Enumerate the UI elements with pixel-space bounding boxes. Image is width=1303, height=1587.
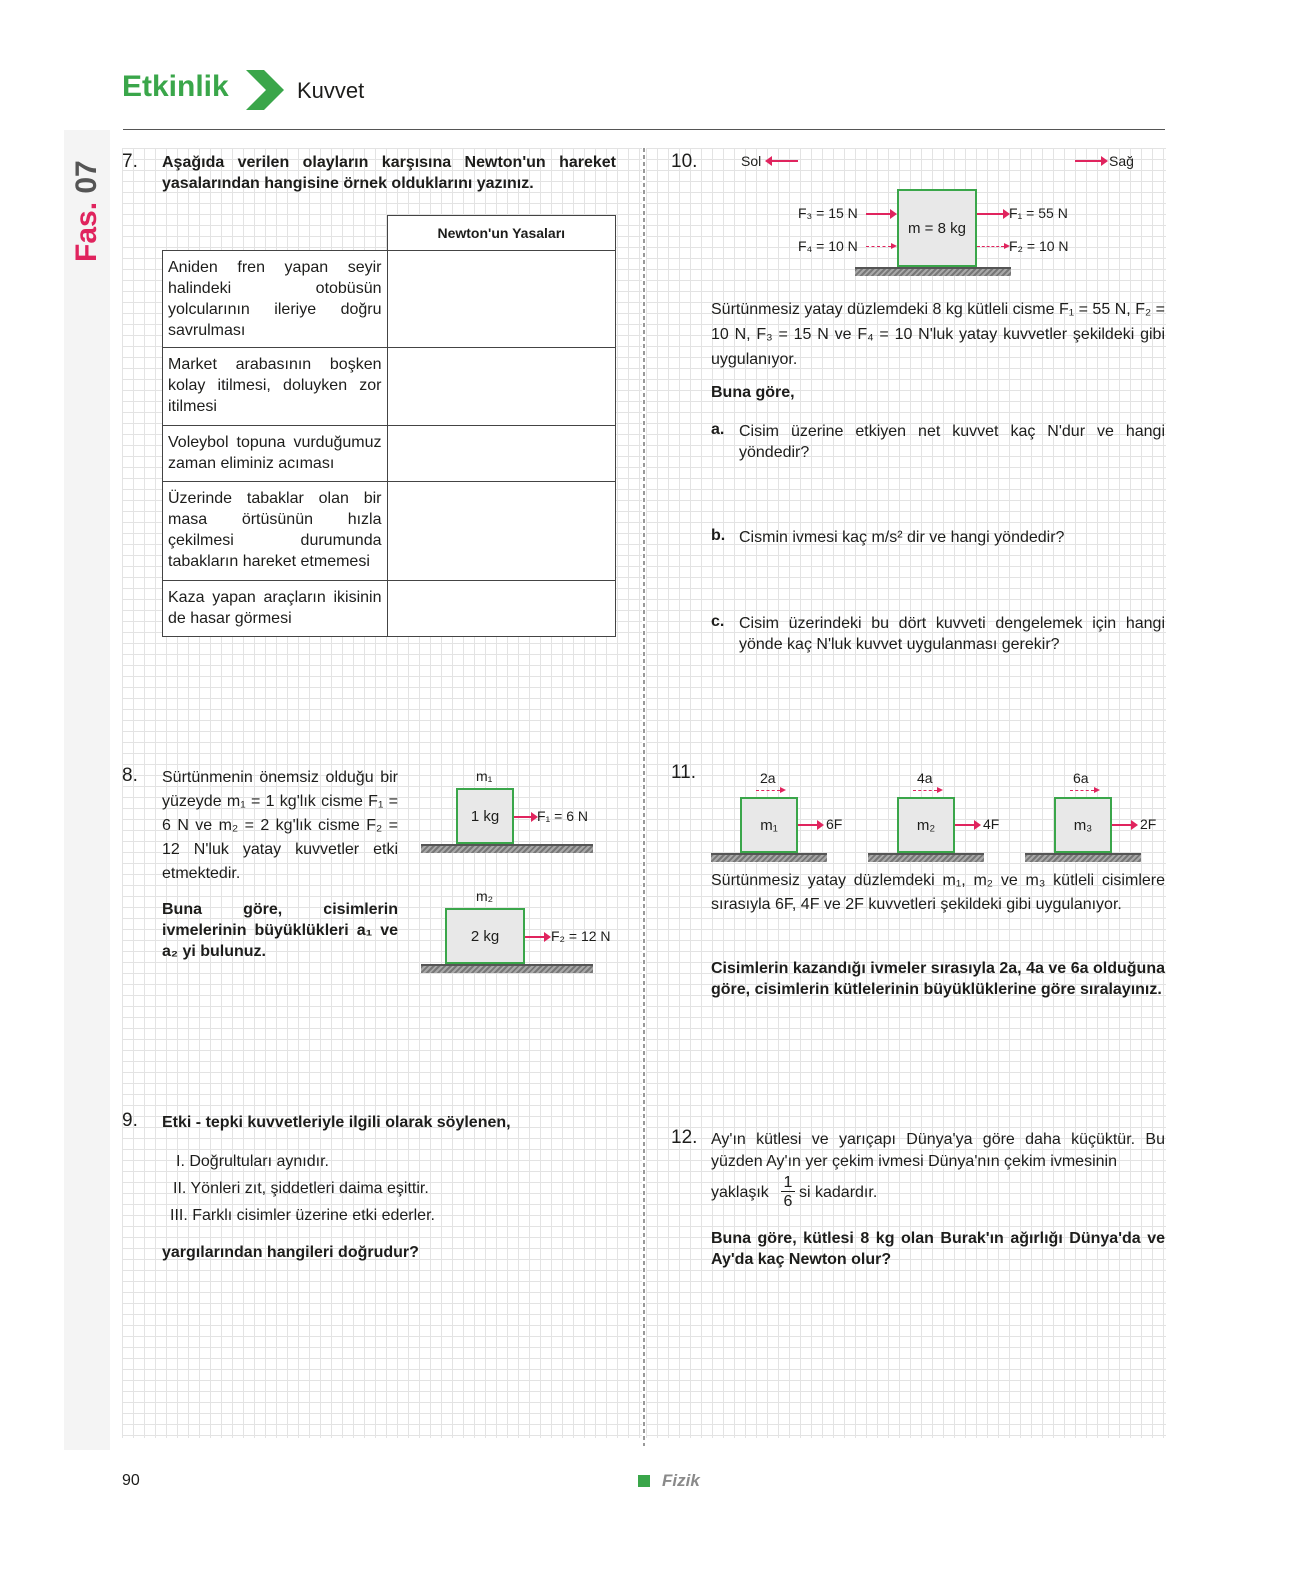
page-number: 90 — [122, 1472, 140, 1489]
q10-f3-arrow — [866, 213, 891, 215]
q12-text2-post: si kadardır. — [799, 1184, 878, 1201]
q7-table — [162, 215, 616, 637]
q8-ground-1 — [421, 844, 593, 853]
q11-ground-1 — [711, 853, 827, 862]
header-divider — [123, 129, 1165, 130]
q11-force-arrow-2 — [955, 824, 975, 826]
q11-force-arrow-1 — [798, 824, 818, 826]
q11-question: Cisimlerin kazandığı ivmeler sırasıyla 2a, 4a ve 6a olduğuna göre, cisimlerin kütlelerinin büyüklüklerine göre sıralayınız. — [711, 960, 1165, 998]
q7-event-1: Aniden fren yapan seyir halindeki otobüsün yolcularının ileriye doğru savrulması — [163, 251, 388, 348]
q12-text2-pre: yaklaşık — [711, 1184, 769, 1201]
q11-block-3: m₃ — [1054, 797, 1112, 853]
q11-acc-2: 4a — [917, 770, 933, 786]
q10-ground — [855, 267, 1011, 276]
q12-fraction-line — [711, 1174, 1111, 1214]
q10-left-arrow — [771, 160, 798, 162]
q7-event-3: Voleybol topuna vurduğumuz zaman eliminiz acıması — [163, 426, 388, 482]
q11-block-2: m₂ — [897, 797, 955, 853]
q10-text: Sürtünmesiz yatay düzlemdeki 8 kg kütleli cisme F₁ = 55 N, F₂ = 10 N, F₃ = 15 N ve F₄ = 10 N'luk yatay kuvvetler şekildeki gibi uygulanıyor. — [711, 301, 1165, 368]
subject-square-icon — [638, 1475, 650, 1487]
q10-f4-label: F₄ = 10 N — [798, 238, 858, 254]
q8-f2-arrow — [525, 936, 545, 938]
q10-a-label: a. — [711, 421, 725, 438]
q11-acc-arrow-3 — [1070, 790, 1094, 791]
q7-event-5: Kaza yapan araçların ikisinin de hasar görmesi — [163, 581, 388, 637]
q10-f4-arrow — [866, 246, 891, 247]
q9-item-2: II. Yönleri zıt, şiddetleri daima eşittir. — [173, 1180, 429, 1197]
q11-text: Sürtünmesiz yatay düzlemdeki m₁, m₂ ve m₃ kütleli cisimlere sırasıyla 6F, 4F ve 2F kuvvetleri şekildeki gibi uygulanıyor. — [711, 872, 1165, 913]
q7-prompt: Aşağıda verilen olayların karşısına Newton'un hareket yasalarından hangisine örnek olduklarını yazınız. — [162, 154, 616, 192]
q8-ground-2 — [421, 964, 593, 973]
q11-acc-arrow-2 — [913, 790, 937, 791]
q7-column-header: Newton'un Yasaları — [387, 216, 616, 251]
q11-acc-arrow-1 — [756, 790, 780, 791]
q7-table-corner — [163, 216, 388, 251]
q9-item-3: III. Farklı cisimler üzerine etki ederler. — [170, 1207, 435, 1224]
q7-answer-cell-3[interactable] — [387, 426, 616, 482]
q8-text: Sürtünmenin önemsiz olduğu bir yüzeyde m₁ = 1 kg'lık cisme F₁ = 6 N ve m₂ = 2 kg'lık cisme F₂ = 12 N'luk yatay kuvvetler etki etmektedir. — [162, 769, 398, 882]
q10-left-direction: Sol — [741, 153, 762, 169]
side-strip — [64, 130, 110, 1450]
q10-c-label: c. — [711, 613, 725, 630]
q9-prompt: Etki - tepki kuvvetleriyle ilgili olarak söylenen, — [162, 1114, 511, 1131]
q10-block: m = 8 kg — [897, 189, 977, 267]
q10-f2-label: F₂ = 10 N — [1009, 238, 1069, 254]
q11-force-1: 6F — [826, 816, 843, 832]
q7-answer-cell-1[interactable] — [387, 251, 616, 348]
q9-item-1: I. Doğrultuları aynıdır. — [176, 1153, 329, 1170]
q10-b: Cismin ivmesi kaç m/s² dir ve hangi yöndedir? — [739, 529, 1065, 546]
q10-number: 10. — [671, 151, 698, 172]
fasikul-label — [64, 150, 110, 260]
q8-f2-label: F₂ = 12 N — [551, 928, 611, 944]
q11-force-arrow-3 — [1112, 824, 1132, 826]
q8-f1-arrow — [514, 816, 532, 818]
q10-f1-arrow — [977, 213, 1004, 215]
q8-m2-label: m₂ — [476, 888, 494, 904]
q10-f2-arrow — [977, 246, 1004, 247]
q7-number: 7. — [122, 151, 138, 172]
q11-force-3: 2F — [1140, 816, 1157, 832]
q7-answer-cell-2[interactable] — [387, 348, 616, 426]
q10-f3-label: F₃ = 15 N — [798, 205, 858, 221]
q12-question: Buna göre, kütlesi 8 kg olan Burak'ın ağırlığı Dünya'da ve Ay'da kaç Newton olur? — [711, 1230, 1165, 1268]
q11-ground-2 — [868, 853, 984, 862]
q9-number: 9. — [122, 1110, 138, 1131]
header-brand: Etkinlik — [122, 70, 229, 103]
q11-acc-3: 6a — [1073, 770, 1089, 786]
q11-acc-1: 2a — [760, 770, 776, 786]
q8-question: Buna göre, cisimlerin ivmelerinin büyüklükleri a₁ ve a₂ yi bulunuz. — [162, 901, 398, 960]
q8-number: 8. — [122, 765, 138, 786]
q11-block-1: m₁ — [740, 797, 798, 853]
q8-block-m2: 2 kg — [445, 908, 525, 964]
chevron-right-icon — [242, 68, 286, 112]
q10-right-direction: Sağ — [1109, 153, 1134, 169]
footer-subject: Fizik — [662, 1471, 700, 1490]
q7-event-2: Market arabasının boşken kolay itilmesi, doluyken zor itilmesi — [163, 348, 388, 426]
q7-event-4: Üzerinde tabaklar olan bir masa örtüsünün hızla çekilmesi durumunda tabakların hareket etmemesi — [163, 482, 388, 581]
q12-fraction — [781, 1174, 795, 1211]
q8-m1-label: m₁ — [476, 768, 493, 784]
q10-b-label: b. — [711, 527, 726, 544]
q7-answer-cell-4[interactable] — [387, 482, 616, 581]
q10-a: Cisim üzerine etkiyen net kuvvet kaç N'dur ve hangi yöndedir? — [739, 423, 1165, 461]
q12-text: Ay'ın kütlesi ve yarıçapı Dünya'ya göre daha küçüktür. Bu yüzden Ay'ın yer çekim ivmesi Dünya'nın çekim ivmesinin — [711, 1131, 1165, 1170]
q10-c: Cisim üzerindeki bu dört kuvveti dengelemek için hangi yönde kaç N'luk kuvvet uygulanması gerekir? — [739, 615, 1165, 653]
q11-number: 11. — [671, 762, 697, 783]
q8-f1-label: F₁ = 6 N — [537, 808, 589, 824]
q8-block-m1: 1 kg — [456, 788, 514, 844]
q10-right-arrow — [1075, 160, 1102, 162]
q12-frac-num: 1 — [783, 1174, 793, 1191]
q12-frac-den: 6 — [783, 1193, 793, 1210]
q11-force-2: 4F — [983, 816, 1000, 832]
column-divider — [643, 148, 645, 1446]
q11-ground-3 — [1025, 853, 1141, 862]
fasikul-prefix: Fas. — [70, 201, 103, 262]
q10-lead: Buna göre, — [711, 384, 795, 401]
header-topic: Kuvvet — [297, 78, 365, 103]
q9-question: yargılarından hangileri doğrudur? — [162, 1244, 419, 1261]
q10-f1-label: F₁ = 55 N — [1009, 205, 1068, 221]
q12-number: 12. — [671, 1127, 698, 1148]
fasikul-number: 07 — [70, 160, 103, 194]
q7-answer-cell-5[interactable] — [387, 581, 616, 637]
